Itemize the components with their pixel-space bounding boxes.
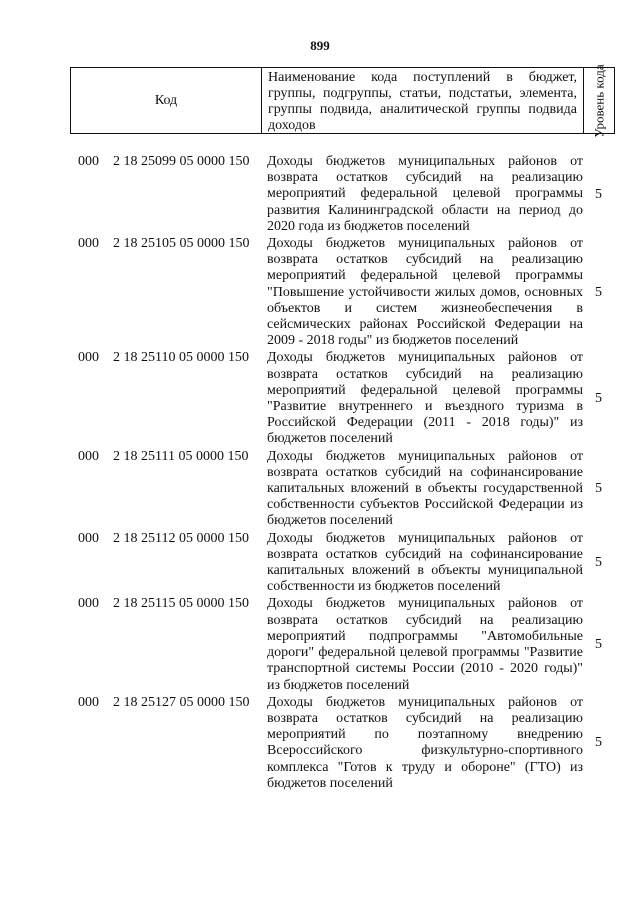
- row-income-code: 2 18 25127 05 0000 150: [113, 694, 250, 710]
- row-level: 5: [595, 735, 602, 751]
- row-admin-code: 000: [78, 236, 99, 252]
- header-level-cell: [584, 63, 614, 138]
- row-description: Доходы бюджетов муниципальных районов от возврата остатков субсидий на софинансирование капитальных вложений в объекты государственной собственности субъектов Российской Федерации из бюджетов поселений: [267, 448, 583, 529]
- row-income-code: 2 18 25115 05 0000 150: [113, 596, 249, 612]
- row-level: 5: [595, 555, 602, 571]
- row-description: Доходы бюджетов муниципальных районов от возврата остатков субсидий на реализацию мероприятий федеральной целевой программы развития Калининградской области на период до 2020 года из бюджетов поселений: [267, 154, 583, 234]
- row-admin-code: 000: [78, 530, 99, 546]
- row-income-code: 2 18 25112 05 0000 150: [113, 530, 249, 546]
- row-level: 5: [595, 284, 602, 300]
- table-row: [0, 531, 640, 596]
- header-name: Наименование кода поступлений в бюджет, группы, подгруппы, статьи, подстатьи, элемента, группы подвида, аналитической группы подвида доходов: [262, 68, 584, 133]
- table-row: [0, 449, 640, 530]
- row-description: Доходы бюджетов муниципальных районов от возврата остатков субсидий на реализацию мероприятий федеральной целевой программы "Развитие внутреннего и въездного туризма в Российской Федерации (2011 - 2018 годы)" из бюджетов поселений: [267, 350, 583, 447]
- row-admin-code: 000: [78, 448, 99, 464]
- row-admin-code: 000: [78, 154, 99, 169]
- row-level: 5: [595, 481, 602, 497]
- row-admin-code: 000: [78, 694, 99, 710]
- row-income-code: 2 18 25099 05 0000 150: [113, 154, 250, 169]
- header-level: Уровень кода: [591, 63, 607, 138]
- table-body: [0, 154, 640, 793]
- row-level: 5: [595, 637, 602, 653]
- row-description: Доходы бюджетов муниципальных районов от возврата остатков субсидий на реализацию мероприятий федеральной целевой программы "Повышение устойчивости жилых домов, основных объектов и систем жизнеобеспечения в сейсмических районах Российской Федерации на 2009 - 2018 годы" из бюджетов поселений: [267, 236, 583, 349]
- table-row: [0, 350, 640, 447]
- row-description: Доходы бюджетов муниципальных районов от возврата остатков субсидий на софинансирование капитальных вложений в объекты муниципальной собственности из бюджетов поселений: [267, 530, 583, 595]
- row-admin-code: 000: [78, 596, 99, 612]
- row-income-code: 2 18 25105 05 0000 150: [113, 236, 250, 252]
- page-number: 899: [310, 38, 330, 53]
- row-description: Доходы бюджетов муниципальных районов от возврата остатков субсидий на реализацию мероприятий подпрограммы "Автомобильные дороги" федеральной целевой программы "Развитие транспортной системы России (2010 - 2020 годы)" из бюджетов поселений: [267, 596, 583, 693]
- row-income-code: 2 18 25110 05 0000 150: [113, 350, 249, 366]
- row-income-code: 2 18 25111 05 0000 150: [113, 448, 249, 464]
- table-row: [0, 236, 640, 349]
- row-admin-code: 000: [78, 350, 99, 366]
- table-header: [70, 63, 615, 138]
- row-level: 5: [595, 186, 602, 202]
- header-code: Код: [71, 68, 262, 133]
- table-row: [0, 154, 640, 235]
- table-row: [0, 695, 640, 792]
- row-description: Доходы бюджетов муниципальных районов от возврата остатков субсидий на реализацию мероприятий по поэтапному внедрению Всероссийского физкультурно-спортивного комплекса "Готов к труду и обороне" (ГТО) из бюджетов поселений: [267, 694, 583, 791]
- row-level: 5: [595, 391, 602, 407]
- table-row: [0, 596, 640, 693]
